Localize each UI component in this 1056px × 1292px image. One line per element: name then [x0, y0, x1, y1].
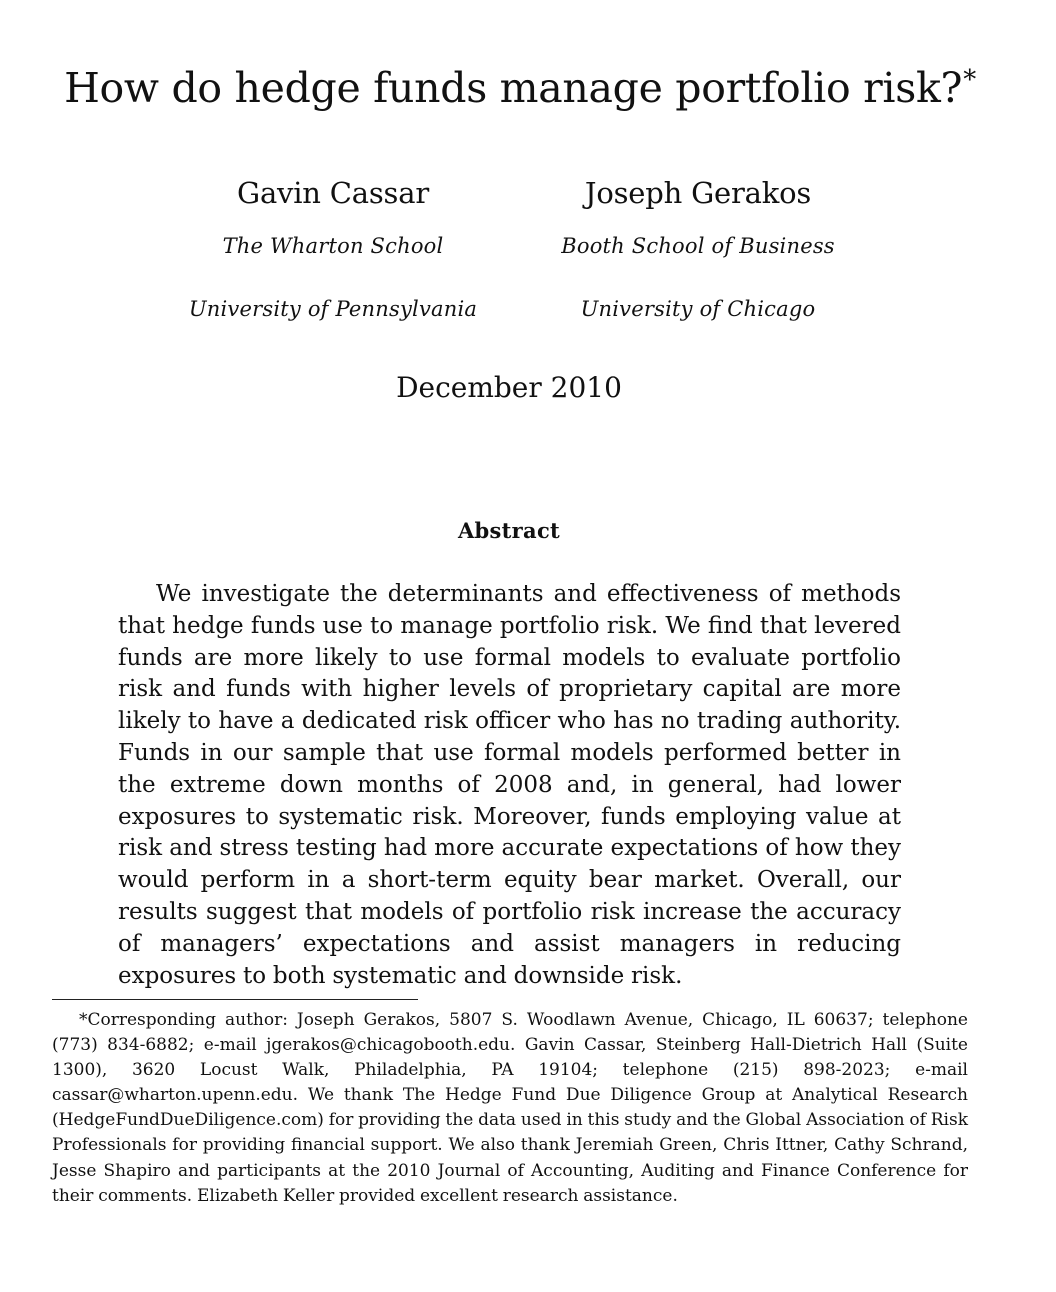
author-name: Joseph Gerakos	[584, 176, 812, 210]
author-affiliation: University of Pennsylvania	[188, 297, 478, 321]
publication-date: December 2010	[396, 371, 622, 404]
author-block-gerakos	[540, 0, 856, 322]
abstract-text: We investigate the determinants and effectiveness of methods that hedge funds use to manage portfolio risk. We find that levered funds are more likely to use formal models to evaluate portfolio risk and funds with higher levels of proprietary capital are more likely to have a dedicated risk officer who has no trading authority. Funds in our sample that use formal models performed better in the extreme down months of 2008 and, in general, had lower exposures to systematic risk. Moreover, funds employing value at risk and stress testing had more accurate expectations of how they would perform in a short-term equity bear market. Overall, our results suggest that models of portfolio risk increase the accuracy of managers’ expectations and assist managers in reducing exposures to both systematic and downside risk.	[118, 581, 901, 989]
author-affiliation: University of Chicago	[580, 297, 816, 321]
author-affiliation: Booth School of Business	[561, 234, 835, 258]
title-footnote-mark: *	[963, 65, 976, 95]
paper-title-text: How do hedge funds manage portfolio risk?	[64, 64, 963, 112]
author-affiliation: The Wharton School	[222, 234, 444, 258]
abstract-heading: Abstract	[457, 518, 561, 543]
footnote-divider	[52, 999, 418, 1000]
author-block-cassar	[160, 0, 506, 322]
paper-title	[0, 62, 1040, 120]
author-name: Gavin Cassar	[236, 176, 429, 210]
footnote-text: *Corresponding author: Joseph Gerakos, 5807 S. Woodlawn Avenue, Chicago, IL 60637; telephone (773) 834-6882; e-mail jgerakos@chicagobooth.edu. Gavin Cassar, Steinberg Hall-Dietrich Hall (Suite 1300), 3620 Locust Walk, Philadelphia, PA 19104; telephone (215) 898-2023; e-mail cassar@wharton.upenn.edu. We thank The Hedge Fund Due Diligence Group at Analytical Research (HedgeFundDueDiligence.com) for providing the data used in this study and the Global Association of Risk Professionals for providing financial support. We also thank Jeremiah Green, Chris Ittner, Cathy Schrand, Jesse Shapiro and participants at the 2010 Journal of Accounting, Auditing and Finance Conference for their comments. Elizabeth Keller provided excellent research assistance.	[52, 1010, 968, 1206]
